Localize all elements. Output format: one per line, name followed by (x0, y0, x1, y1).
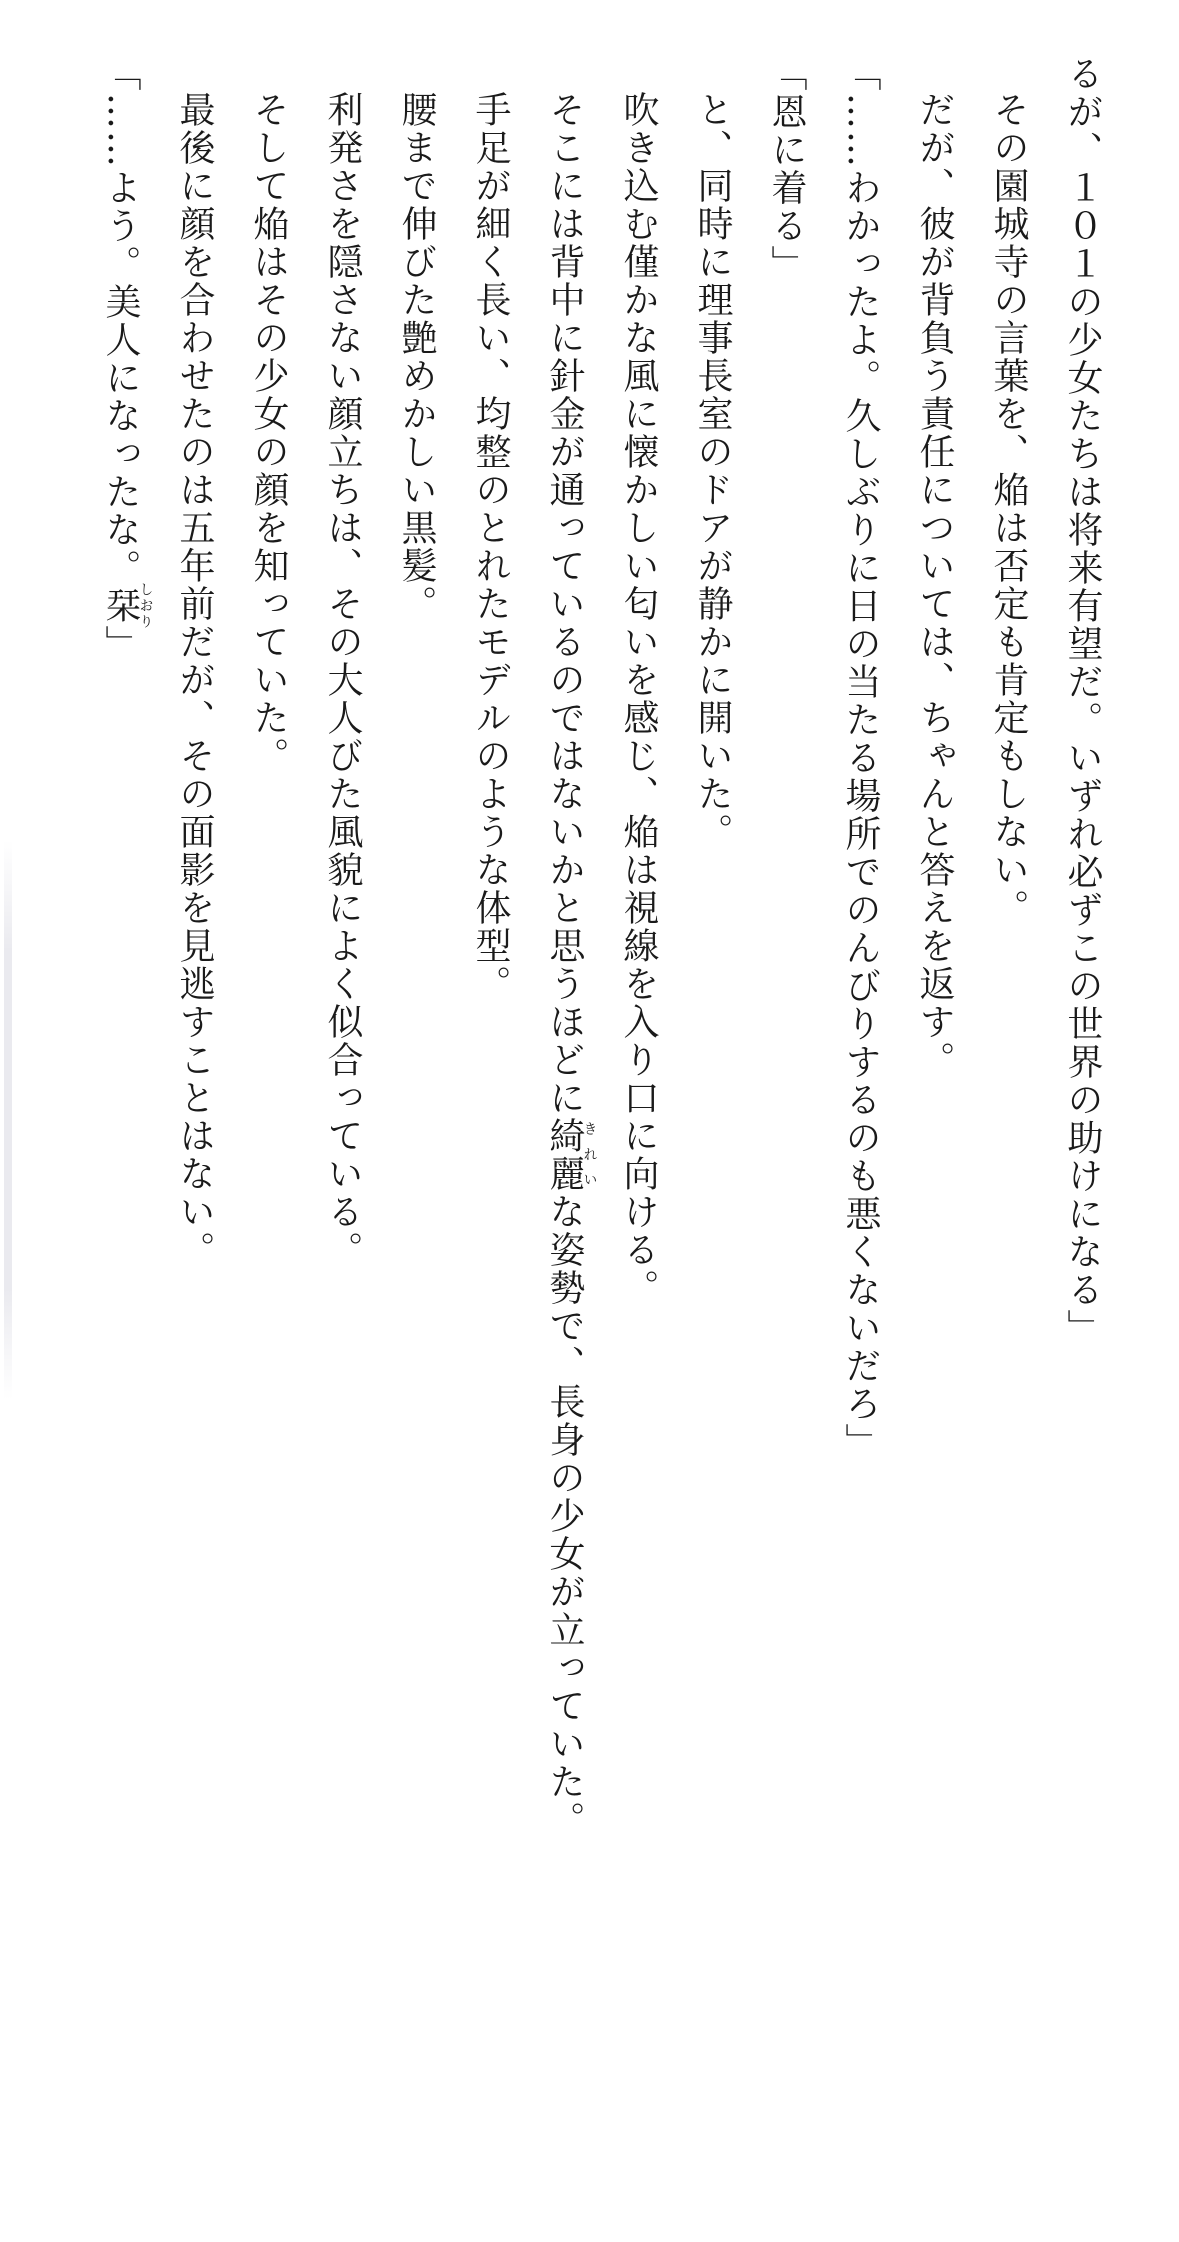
paragraph: その園城寺の言葉を、焔は否定も肯定もしない。 (988, 91, 1029, 927)
paragraph: と、同時に理事長室のドアが静かに開いた。 (692, 91, 733, 851)
ruby-base: 綺麗 (544, 1117, 585, 1193)
paragraph: そして焔はその少女の顔を知っていた。 (248, 91, 289, 775)
paragraph: だが、彼が背負う責任については、ちゃんと答えを返す。 (914, 91, 955, 1079)
ruby-reading: しおり (137, 582, 154, 630)
paragraph: 腰まで伸びた艶めかしい黒髪。 (396, 91, 437, 623)
vertical-text-body (100, 55, 1119, 2115)
text-span: な姿勢で、長身の少女が立っていた。 (544, 1193, 585, 1839)
paragraph: るが、１０１の少女たちは将来有望だ。いずれ必ずこの世界の助けになる」 (1062, 55, 1103, 1347)
dialogue-line: 「恩に着る」 (766, 55, 807, 283)
furigana-word (544, 1117, 598, 1193)
dialogue-line (83, 55, 157, 2115)
text-span: そこには背中に針金が通っているのではないかと思うほどに (544, 91, 585, 1117)
furigana-word (100, 582, 154, 630)
ruby-base: 栞 (100, 582, 141, 630)
paragraph: 利発さを隠さない顔立ちは、その大人びた風貌によく似合っている。 (322, 91, 363, 1269)
paragraph: 吹き込む僅かな風に懐かしい匂いを感じ、焔は視線を入り口に向ける。 (618, 91, 659, 1307)
ruby-reading: きれい (581, 1117, 598, 1193)
margin-ghost-mark (4, 840, 12, 1400)
text-span: 「……よう。美人になったな。 (100, 55, 141, 587)
text-span: 」 (100, 625, 141, 663)
paragraph: 手足が細く長い、均整のとれたモデルのような体型。 (470, 91, 511, 1003)
dialogue-line: 「……わかったよ。久しぶりに日の当たる場所でのんびりするのも悪くないだろ」 (840, 55, 881, 1461)
paragraph: 最後に顔を合わせたのは五年前だが、その面影を見逃すことはない。 (174, 91, 215, 1269)
paragraph (527, 55, 601, 2115)
